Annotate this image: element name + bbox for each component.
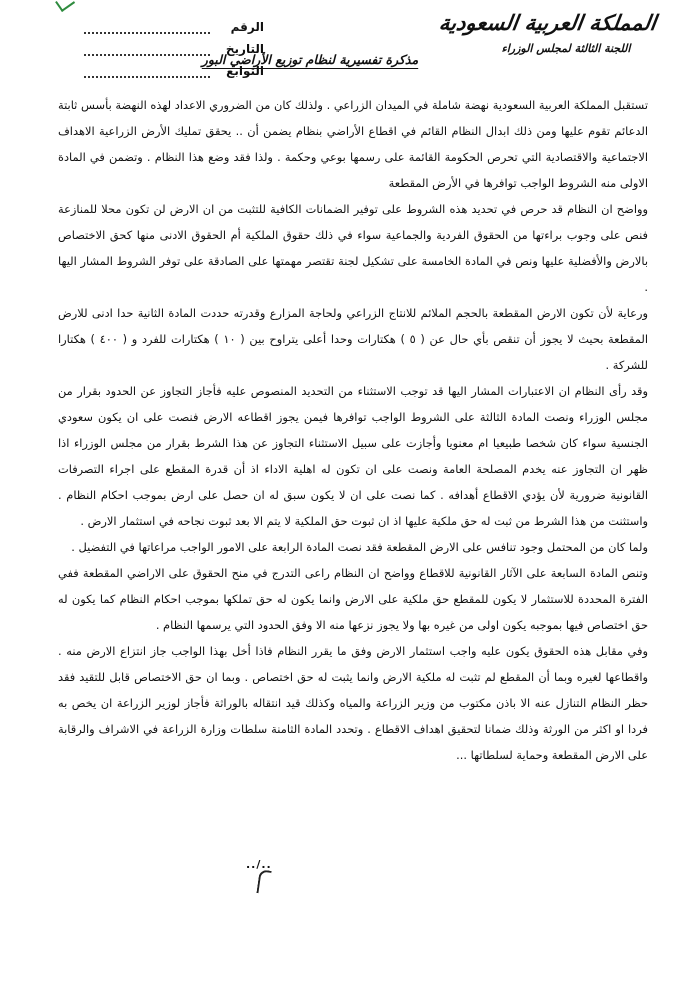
handwritten-page-mark <box>256 869 271 894</box>
letterhead <box>437 10 658 55</box>
kingdom-heading: المملكة العربية السعودية <box>437 10 658 35</box>
paragraph-5: ولما كان من المحتمل وجود تنافس على الارض المقطعة فقد نصت المادة الرابعة على الامور الواجب مراعاتها في التفضيل . <box>71 540 648 554</box>
continuation-marker: ../.. <box>246 858 272 871</box>
meta-label-number: الرقم <box>230 20 264 34</box>
paragraph-1: تستقبل المملكة العربية السعودية نهضة شاملة في الميدان الزراعي . ولذلك كان من الضروري الاعداد لهذه النهضة بأسس ثابتة الدعائم تقوم عليها ومن ذلك ابدال النظام القائم في اقطاع الأراضي بنظام يضمن أن .. يحقق تمليك الأرض الزراعية الاهداف الاجتماعية والاقتصادية التي تحرص الحكومة القائمة على رسمها بوعي وحكمة . ولذا فقد وضع هذا النظام . وتضمن في المادة الاولى منه الشروط الواجب توافرها في الأرض المقطعة <box>58 98 648 190</box>
paragraph-7: وفي مقابل هذه الحقوق يكون عليه واجب استثمار الارض وفق ما يقرر النظام فاذا أخل بهذا الواجب جاز انتزاع الارض منه . واقطاعها لغيره وبما أن المقطع لم تثبت له ملكية الارض وانما يثبت له حق اختصاص . وبما ان حق الاختصاص قابل للتقيد فقد حظر النظام التنازل عنه الا باذن مكتوب من وزير الزراعة والمياه وكذلك قيد انتقاله بالوراثة فأجاز لوزير الزراعة ان يخص به فردا او اكثر من الورثة وذلك ضمانا لتحقيق اهداف الاقطاع . وتحدد المادة الثامنة سلطات وزارة الزراعة في الاشراف والرقابة على الارض المقطعة وحماية لسلطاتها ... <box>58 644 648 762</box>
paragraph-4: وقد رأى النظام ان الاعتبارات المشار اليها قد توجب الاستثناء من التحديد المنصوص عليه فأجاز التجاوز عن الحدود بقرار من مجلس الوزراء ونصت المادة الثالثة على الشروط الواجب توافرها فيمن يجوز اقطاعه الارض فنصت على ان يكون سعودي الجنسية سواء كان شخصا طبيعيا ام معنويا وأجازت على سبيل الاستثناء التجاوز عن هذا الشرط بقرار من مجلس الوزراء اذا ظهر ان التجاوز عنه يخدم المصلحة العامة ونصت على ان تكون له اهلية الاداء اذ أن قدرة المقطع على اجراء التصرفات القانونية ضرورية لأن يؤدي الاقطاع أهدافه . كما نصت على ان لا يكون سبق له ان حصل على ارض بموجب احكام النظام . واستثنت من هذا الشرط من ثبت له حق ملكية عليها اذ ان ثبوت حق الملكية لا يتم الا بعد ثبوت نجاحه في استثمار الارض . <box>58 384 648 528</box>
commission-heading: اللجنة الثالثة لمجلس الوزراء <box>501 42 631 55</box>
corner-check-mark <box>55 0 75 12</box>
meta-row-number <box>84 12 264 34</box>
paragraph-3: ورعاية لأن تكون الارض المقطعة بالحجم الملائم للانتاج الزراعي ولحاجة المزارع وقدرته حددت المادة الثانية حدا ادنى للارض المقطعة بحيث لا يجوز أن تنقص بأي حال عن ( ٥ ) هكتارات وحدا أعلى يتراوح بين ( ١٠ ) هكتارات للفرد و ( ٤٠٠ ) هكتارا للشركة . <box>58 306 648 372</box>
meta-label-date: التاريخ <box>225 42 264 56</box>
document-metadata <box>84 12 264 78</box>
memo-body <box>58 92 648 768</box>
meta-label-attachments: التوابع <box>226 64 264 78</box>
document-title: مذكرة تفسيرية لنظام توزيع الأراضي البور <box>201 52 419 67</box>
meta-dotted-line <box>84 20 210 34</box>
paragraph-2: وواضح ان النظام قد حرص في تحديد هذه الشروط على توفير الضمانات الكافية للتثبت من ان الارض لن تكون محلا للمنازعة فنص على وجوب براءتها من الحقوق الفردية والجماعية سواء في ذلك حقوق الملكية أم الحقوق الادنى منها كحق الاختصاص بالارض والأفضلية عليها ونص في المادة الخامسة على تشكيل لجنة تقتصر مهمتها على الصادقة على توفر الشروط المشار اليها . <box>58 202 648 294</box>
paragraph-6: وتنص المادة السابعة على الآثار القانونية للاقطاع وواضح ان النظام راعى التدرج في منح الحقوق على الاراضي المقطعة ففي الفترة المحددة للاستثمار لا يكون للمقطع حق ملكية على الارض وانما يكون له حق تملكها بموجب احكام النظام كما يكون له حق اختصاص فيها بموجبه يكون اولى من غيره بها ولا يجوز نزعها منه الا وفق الحدود التي يرسمها النظام . <box>58 566 648 632</box>
